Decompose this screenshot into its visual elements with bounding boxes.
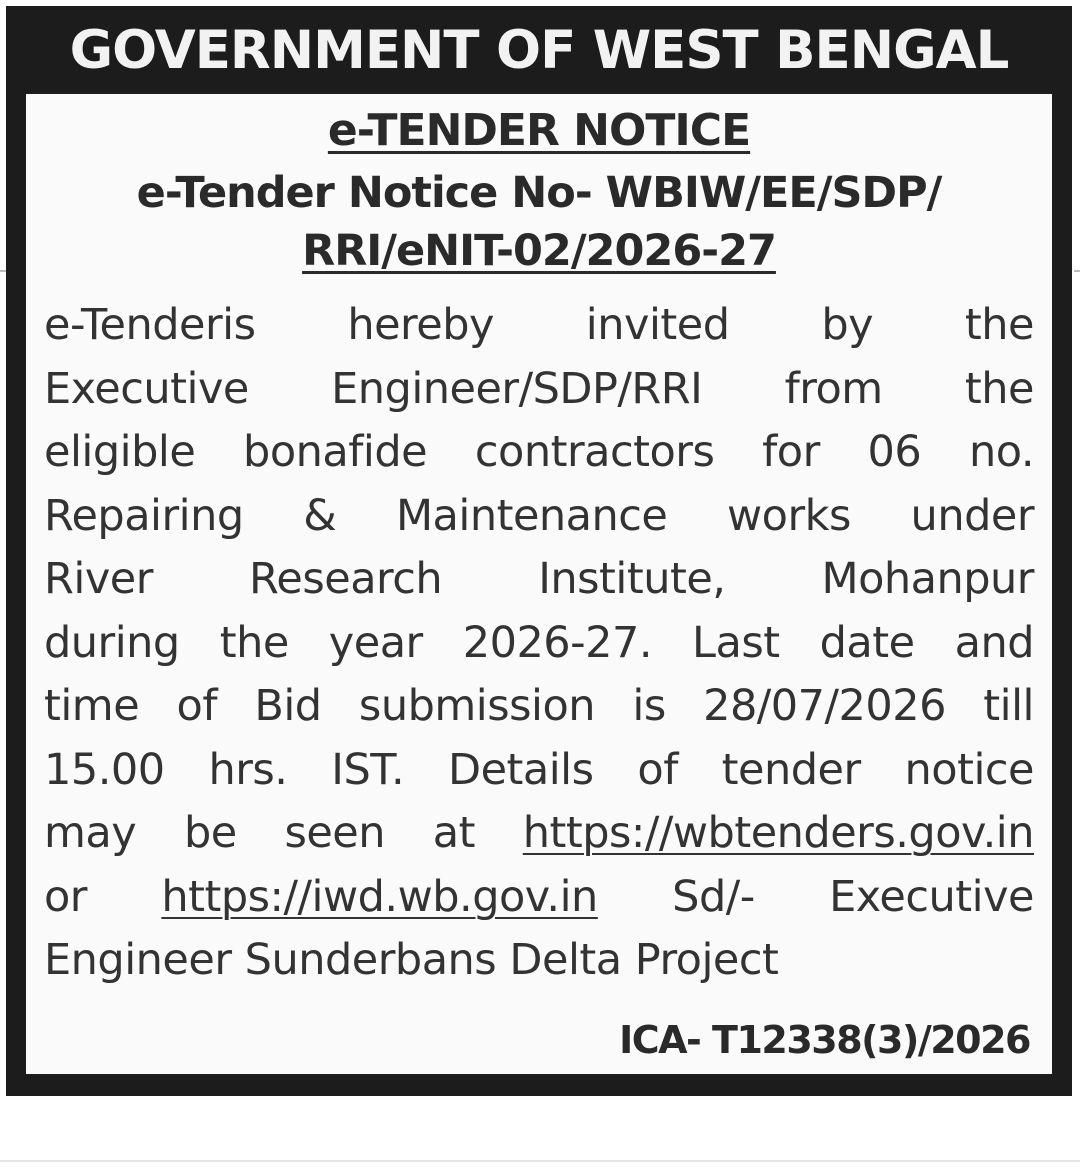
header-title: GOVERNMENT OF WEST BENGAL <box>69 19 1009 81</box>
line9-prefix: may be seen at <box>44 808 523 858</box>
wbtenders-link[interactable]: https://wbtenders.gov.in <box>522 808 1034 858</box>
notice-text-line: Repairing & Maintenance works under <box>44 490 1034 541</box>
notice-text-line: Executive Engineer/SDP/RRI from the <box>44 363 1034 414</box>
notice-number <box>44 164 1034 280</box>
line10-prefix: or <box>44 871 162 922</box>
header-bar <box>6 6 1072 94</box>
line10-suffix: Sd/- Executive <box>597 871 1034 922</box>
notice-body <box>26 94 1052 1074</box>
notice-number-line2: RRI/eNIT-02/2026-27 <box>302 226 776 276</box>
notice-text-line: during the year 2026-27. Last date and <box>44 617 1034 668</box>
signatory-line: Engineer Sunderbans Delta Project <box>44 935 779 985</box>
notice-text-line: e-Tenderis hereby invited by the <box>44 300 1034 350</box>
right-edge-mark <box>1074 270 1080 272</box>
tender-notice-frame <box>6 6 1072 1096</box>
notice-text-line-links <box>44 802 1034 866</box>
notice-text-line-links <box>44 866 1034 930</box>
notice-heading-text: e-TENDER NOTICE <box>327 105 751 156</box>
bottom-divider <box>0 1160 1080 1162</box>
notice-text-line: River Research Institute, Mohanpur <box>44 554 1034 604</box>
notice-text <box>44 294 1034 993</box>
left-edge-mark <box>0 270 6 272</box>
notice-text-line: time of Bid submission is 28/07/2026 till <box>44 681 1034 731</box>
notice-text-line: 15.00 hrs. IST. Details of tender notice <box>44 744 1034 795</box>
ica-code: ICA- T12338(3)/2026 <box>619 1018 1030 1062</box>
notice-number-line1: e-Tender Notice No- WBIW/EE/SDP/ <box>136 168 942 218</box>
iwd-link[interactable]: https://iwd.wb.gov.in <box>161 871 598 922</box>
notice-text-line: eligible bonafide contractors for 06 no. <box>44 427 1034 477</box>
notice-heading <box>44 102 1034 160</box>
